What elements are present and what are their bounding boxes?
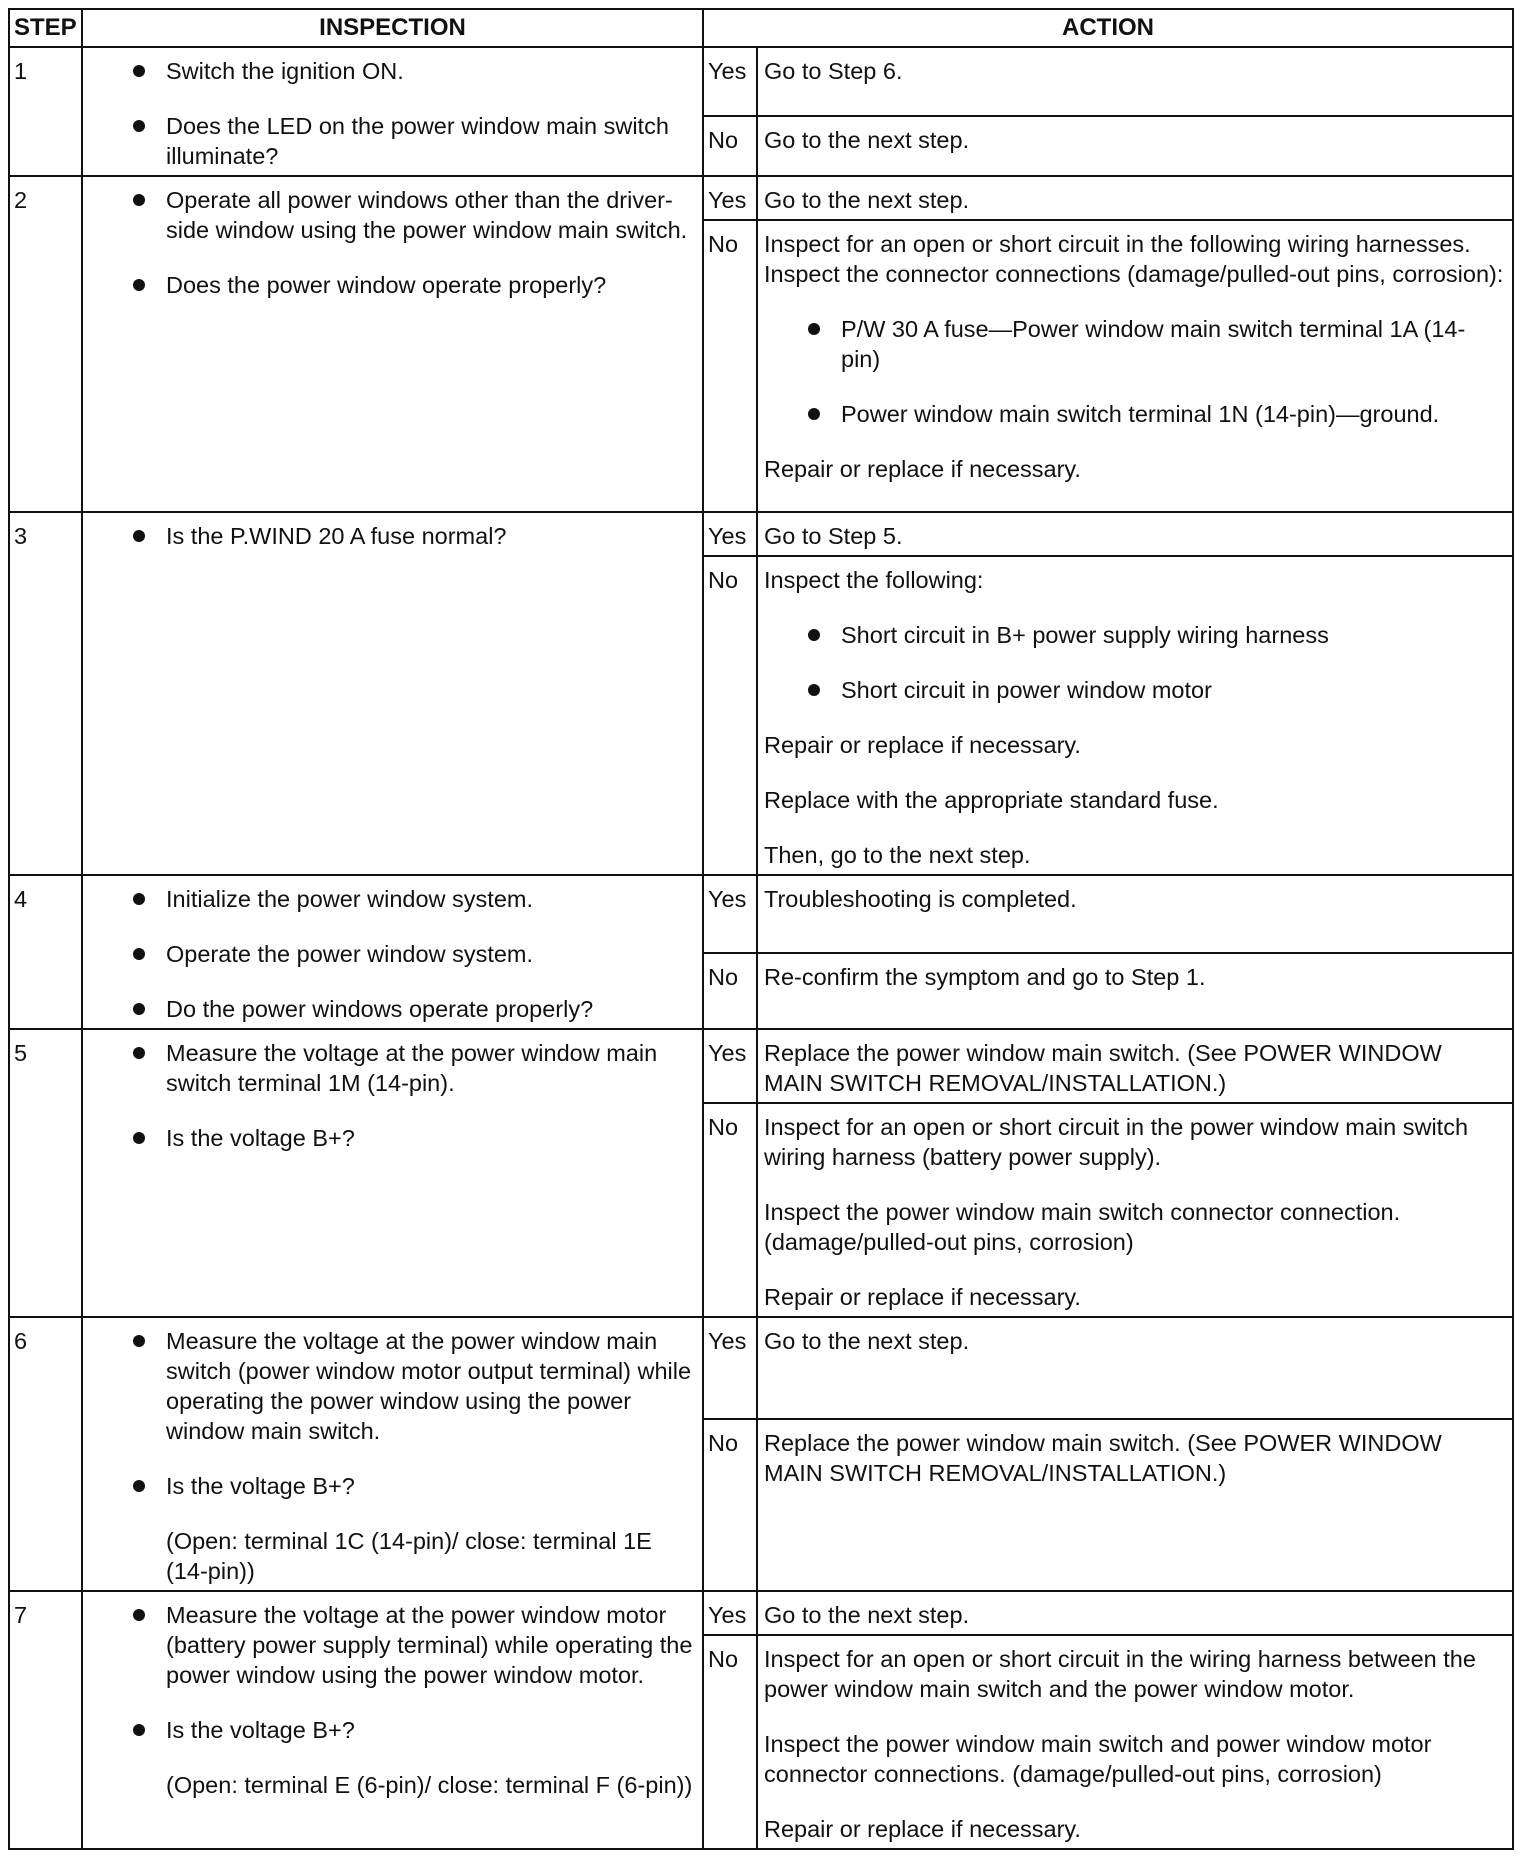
no-action bbox=[757, 220, 1513, 512]
yes-action bbox=[757, 1317, 1513, 1419]
step-row-3 bbox=[9, 512, 1513, 556]
step-number: 3 bbox=[9, 512, 82, 875]
inspection-list bbox=[131, 1326, 696, 1501]
inspection-item: Do the power windows operate properly? bbox=[131, 994, 696, 1024]
no-action bbox=[757, 953, 1513, 1029]
inspection-item: Measure the voltage at the power window main switch terminal 1M (14-pin). bbox=[131, 1038, 696, 1098]
no-action-bullets bbox=[764, 314, 1504, 429]
yes-action bbox=[757, 1029, 1513, 1103]
no-action bbox=[757, 556, 1513, 875]
yes-label: Yes bbox=[703, 176, 757, 220]
yes-action bbox=[757, 512, 1513, 556]
yes-label: Yes bbox=[703, 1317, 757, 1419]
inspection-list bbox=[131, 884, 696, 1024]
inspection-list bbox=[131, 521, 696, 551]
inspection-note: (Open: terminal 1C (14-pin)/ close: terminal 1E (14-pin)) bbox=[166, 1528, 652, 1584]
no-action bbox=[757, 1103, 1513, 1317]
yes-action-text: Troubleshooting is completed. bbox=[764, 886, 1077, 912]
inspection-item: Measure the voltage at the power window motor (battery power supply terminal) while operating the power window using the power window motor. bbox=[131, 1600, 696, 1690]
no-label: No bbox=[703, 1419, 757, 1591]
yes-label: Yes bbox=[703, 875, 757, 953]
troubleshooting-sheet bbox=[8, 8, 1512, 1850]
step-number: 5 bbox=[9, 1029, 82, 1317]
step-row-4 bbox=[9, 875, 1513, 953]
no-action-text: Repair or replace if necessary. bbox=[764, 1284, 1081, 1310]
no-action-text: Inspect for an open or short circuit in the wiring harness between the power window main switch and the power window motor. bbox=[764, 1646, 1476, 1702]
inspection-list bbox=[131, 1038, 696, 1153]
yes-action-text: Go to Step 6. bbox=[764, 58, 903, 84]
no-action-text: Replace with the appropriate standard fuse. bbox=[764, 787, 1219, 813]
no-action-text: Inspect for an open or short circuit in the power window main switch wiring harness (battery power supply). bbox=[764, 1114, 1469, 1170]
action-bullet-item: Power window main switch terminal 1N (14-pin)—ground. bbox=[806, 399, 1504, 429]
inspection-cell bbox=[82, 512, 703, 875]
yes-action-text: Go to Step 5. bbox=[764, 523, 903, 549]
inspection-item: Is the P.WIND 20 A fuse normal? bbox=[131, 521, 696, 551]
no-label: No bbox=[703, 1103, 757, 1317]
inspection-note: (Open: terminal E (6-pin)/ close: terminal F (6-pin)) bbox=[166, 1772, 693, 1798]
action-bullet-item: Short circuit in power window motor bbox=[806, 675, 1504, 705]
yes-label: Yes bbox=[703, 1029, 757, 1103]
yes-action bbox=[757, 47, 1513, 116]
troubleshooting-table bbox=[8, 8, 1514, 1850]
yes-label: Yes bbox=[703, 1591, 757, 1635]
inspection-cell bbox=[82, 1317, 703, 1591]
header-row bbox=[9, 9, 1513, 47]
step-row-7 bbox=[9, 1591, 1513, 1635]
inspection-item: Is the voltage B+? bbox=[131, 1123, 696, 1153]
yes-label: Yes bbox=[703, 512, 757, 556]
step-header: STEP bbox=[9, 9, 82, 47]
inspection-cell bbox=[82, 1029, 703, 1317]
no-action-text: Go to the next step. bbox=[764, 126, 970, 153]
step-number: 2 bbox=[9, 176, 82, 512]
step-number: 6 bbox=[9, 1317, 82, 1591]
step-row-2 bbox=[9, 176, 1513, 220]
yes-action-text: Go to the next step. bbox=[764, 1602, 970, 1628]
no-action-text: Inspect the power window main switch and power window motor connector connections. (damage/pulled-out pins, corrosion) bbox=[764, 1731, 1432, 1787]
no-action-text: Inspect for an open or short circuit in the following wiring harnesses. Inspect the connector connections (damage/pulled-out pins, corrosion): bbox=[764, 231, 1504, 287]
no-action bbox=[757, 116, 1513, 176]
no-action-text: Inspect the power window main switch connector connection. (damage/pulled-out pins, corrosion) bbox=[764, 1199, 1401, 1255]
inspection-item: Switch the ignition ON. bbox=[131, 56, 696, 86]
steps-body bbox=[9, 47, 1513, 1849]
no-action-text: Then, go to the next step. bbox=[764, 842, 1031, 868]
inspection-item: Is the voltage B+? bbox=[131, 1715, 696, 1745]
inspection-header: INSPECTION bbox=[82, 9, 703, 47]
yes-action-text: Go to the next step. bbox=[764, 187, 970, 213]
inspection-cell bbox=[82, 176, 703, 512]
inspection-list bbox=[131, 1600, 696, 1745]
yes-label: Yes bbox=[703, 47, 757, 116]
inspection-list bbox=[131, 56, 696, 171]
no-label: No bbox=[703, 556, 757, 875]
no-label: No bbox=[703, 116, 757, 176]
no-action bbox=[757, 1419, 1513, 1591]
step-row-1 bbox=[9, 47, 1513, 116]
no-label: No bbox=[703, 220, 757, 512]
step-row-6 bbox=[9, 1317, 1513, 1419]
inspection-cell bbox=[82, 47, 703, 176]
no-action-text: Inspect the following: bbox=[764, 567, 984, 593]
step-row-5 bbox=[9, 1029, 1513, 1103]
no-action-text: Re-confirm the symptom and go to Step 1. bbox=[764, 964, 1206, 991]
no-action-text: Repair or replace if necessary. bbox=[764, 1816, 1081, 1842]
no-action-text: Repair or replace if necessary. bbox=[764, 456, 1081, 482]
yes-action bbox=[757, 176, 1513, 220]
yes-action bbox=[757, 1591, 1513, 1635]
inspection-item: Operate all power windows other than the driver-side window using the power window main switch. bbox=[131, 185, 696, 245]
no-action bbox=[757, 1635, 1513, 1849]
inspection-list bbox=[131, 185, 696, 300]
step-number: 7 bbox=[9, 1591, 82, 1849]
action-bullet-item: Short circuit in B+ power supply wiring harness bbox=[806, 620, 1504, 650]
yes-action-text: Replace the power window main switch. (See POWER WINDOW MAIN SWITCH REMOVAL/INSTALLATION.) bbox=[764, 1040, 1442, 1096]
step-number: 1 bbox=[9, 47, 82, 176]
yes-action bbox=[757, 875, 1513, 953]
action-bullet-item: P/W 30 A fuse—Power window main switch terminal 1A (14-pin) bbox=[806, 314, 1504, 374]
yes-action-text: Go to the next step. bbox=[764, 1328, 970, 1354]
inspection-cell bbox=[82, 1591, 703, 1849]
inspection-item: Initialize the power window system. bbox=[131, 884, 696, 914]
step-number: 4 bbox=[9, 875, 82, 1029]
inspection-cell bbox=[82, 875, 703, 1029]
no-action-text: Replace the power window main switch. (See POWER WINDOW MAIN SWITCH REMOVAL/INSTALLATION.) bbox=[764, 1430, 1442, 1487]
no-label: No bbox=[703, 953, 757, 1029]
inspection-item: Does the power window operate properly? bbox=[131, 270, 696, 300]
no-action-bullets bbox=[764, 620, 1504, 705]
inspection-item: Is the voltage B+? bbox=[131, 1471, 696, 1501]
inspection-item: Measure the voltage at the power window main switch (power window motor output terminal) while operating the power window using the power window main switch. bbox=[131, 1326, 696, 1446]
action-header: ACTION bbox=[703, 9, 1513, 47]
no-action-text: Repair or replace if necessary. bbox=[764, 732, 1081, 758]
inspection-item: Does the LED on the power window main switch illuminate? bbox=[131, 111, 696, 171]
inspection-item: Operate the power window system. bbox=[131, 939, 696, 969]
no-label: No bbox=[703, 1635, 757, 1849]
